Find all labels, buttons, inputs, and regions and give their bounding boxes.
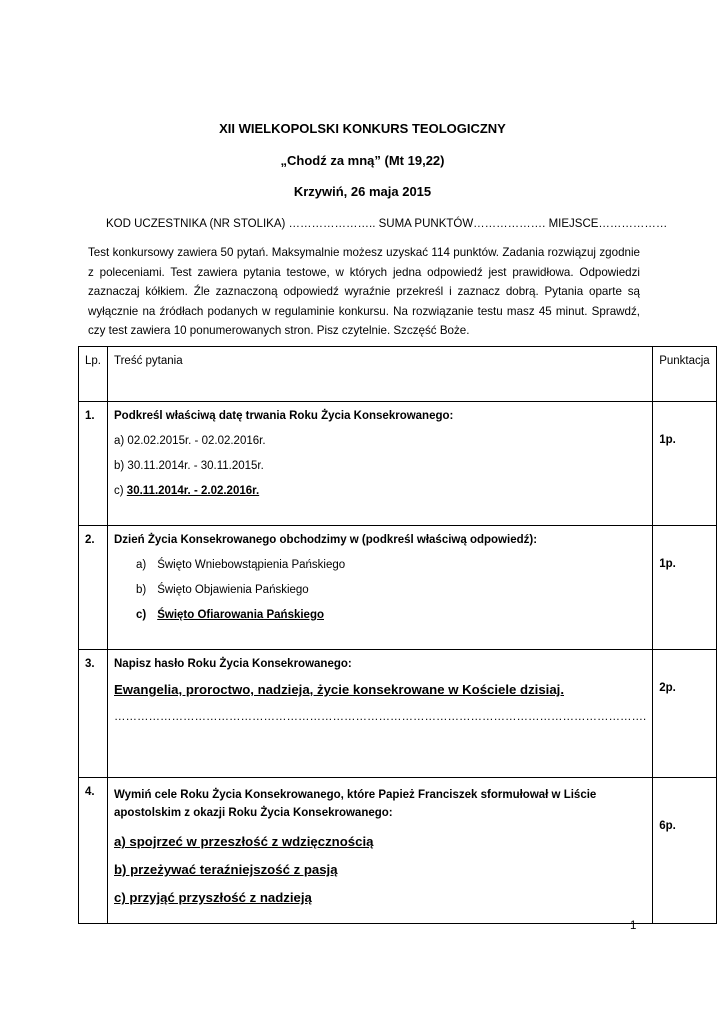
contest-motto: „Chodź za mną” (Mt 19,22) [280,153,445,168]
answer-option-label: c) [136,609,147,621]
page-number: 1 [630,920,637,932]
correct-answer: Święto Ofiarowania Pańskiego [157,609,324,621]
table-row [79,650,717,778]
question-points: 1p. [653,402,717,526]
answer-option-label: a) [136,559,147,571]
question-points: 2p. [653,650,717,778]
answer-option-text: Święto Objawienia Pańskiego [157,584,309,596]
written-answer: Ewangelia, proroctwo, nadzieja, życie konsekrowane w Kościele dzisiaj. [114,682,564,697]
question-cell [108,526,653,650]
question-points: 6p. [653,778,717,924]
answer-option-label: c) [114,485,124,497]
answer-line-b: b) przeżywać teraźniejszość z pasją [114,862,338,877]
header-points: Punktacja [653,347,717,402]
answer-option-c [114,485,646,497]
header-question: Treść pytania [108,347,653,402]
question-cell [108,402,653,526]
question-points: 1p. [653,526,717,650]
participant-line: KOD UCZESTNIKA (NR STOLIKA) ………………….. SUMA PUNKTÓW………………. MIEJSCE……………… [106,218,668,230]
answer-line-c: c) przyjąć przyszłość z nadzieją [114,890,312,905]
answer-line-a: a) spojrzeć w przeszłość z wdzięcznością [114,834,374,849]
question-number: 1. [79,402,108,526]
question-number: 4. [79,778,108,924]
answer-dotted-line: …………………………………………………………………………………………………………………………. [114,711,647,723]
answer-option-a [114,559,646,571]
answer-option-b: b) 30.11.2014r. - 30.11.2015r. [114,460,264,472]
table-row [79,526,717,650]
question-text: Napisz hasło Roku Życia Konsekrowanego: [114,658,352,670]
place-date: Krzywiń, 26 maja 2015 [293,184,432,199]
table-row [79,778,717,924]
question-text: Dzień Życia Konsekrowanego obchodzimy w (podkreśl właściwą odpowiedź): [114,534,538,546]
table-row [79,402,717,526]
questions-table [78,346,717,924]
instructions-paragraph: Test konkursowy zawiera 50 pytań. Maksymalnie możesz uzyskać 114 punktów. Zadania rozwiązuj zgodnie z poleceniami. Test zawiera pytania testowe, w których jedna odpowiedź jest prawidłowa. Odpowiedzi zaznaczaj kółkiem. Źle zaznaczoną odpowiedź wyraźnie przekreśl i zaznacz dobrą. Pytania oparte są wyłącznie na źródłach podanych w regulaminie konkursu. Na rozwiązanie testu masz 45 minut. Sprawdź, czy test zawiera 10 ponumerowanych stron. Pisz czytelnie. Szczęść Boże. [88,246,640,338]
question-cell [108,778,653,924]
question-cell [108,650,653,778]
correct-answer: 30.11.2014r. - 2.02.2016r. [126,485,260,497]
question-text: Podkreśl właściwą datę trwania Roku Życia Konsekrowanego: [114,410,454,422]
answer-option-c [114,609,646,621]
table-header-row [79,347,717,402]
answer-option-text: Święto Wniebowstąpienia Pańskiego [157,559,346,571]
question-text: Wymiń cele Roku Życia Konsekrowanego, które Papież Franciszek sformułował w Liście apostolskim z okazji Roku Życia Konsekrowanego: [114,789,597,819]
answer-option-a: a) 02.02.2015r. - 02.02.2016r. [114,435,266,447]
question-number: 3. [79,650,108,778]
contest-title: XII WIELKOPOLSKI KONKURS TEOLOGICZNY [219,121,506,136]
answer-option-label: b) [136,584,147,596]
question-number: 2. [79,526,108,650]
answer-option-b [114,584,646,596]
header-lp: Lp. [79,347,108,402]
